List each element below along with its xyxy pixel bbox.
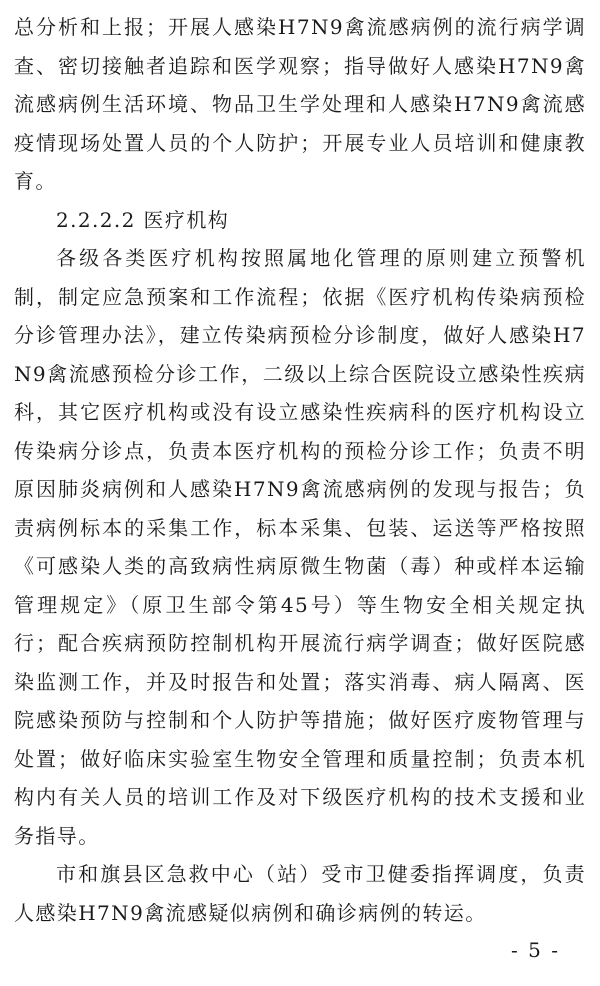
paragraph-emergency-center: 市和旗县区急救中心（站）受市卫健委指挥调度，负责人感染H7N9禽流感疑似病例和确诊病例的转运。: [14, 862, 586, 925]
paragraph-cdc-duties-continued: 总分析和上报；开展人感染H7N9禽流感病例的流行病学调查、密切接触者追踪和医学观察；指导做好人感染H7N9禽流感病例生活环境、物品卫生学处理和人感染H7N9禽流感疫情现场处置人员的个人防护；开展专业人员培训和健康教育。: [14, 15, 586, 193]
section-heading-medical-institutions: 2.2.2.2 医疗机构: [56, 207, 230, 232]
paragraph-medical-institutions: 各级各类医疗机构按照属地化管理的原则建立预警机制，制定应急预案和工作流程；依据《医疗机构传染病预检分诊管理办法》，建立传染病预检分诊制度，做好人感染H7N9禽流感预检分诊工作，二级以上综合医院设立感染性疾病科，其它医疗机构或没有设立感染性疾病科的医疗机构设立传染病分诊点，负责本医疗机构的预检分诊工作；负责不明原因肺炎病例和人感染H7N9禽流感病例的发现与报告；负责病例标本的采集工作，标本采集、包装、运送等严格按照《可感染人类的高致病性病原微生物菌（毒）种或样本运输管理规定》（原卫生部令第45号）等生物安全相关规定执行；配合疾病预防控制机构开展流行病学调查；做好医院感染监测工作，并及时报告和处置；落实消毒、病人隔离、医院感染预防与控制和个人防护等措施；做好医疗废物管理与处置；做好临床实验室生物安全管理和质量控制；负责本机构内有关人员的培训工作及对下级医疗机构的技术支援和业务指导。: [14, 246, 586, 848]
document-body: [14, 8, 586, 932]
page-number: - 5 -: [511, 938, 560, 962]
